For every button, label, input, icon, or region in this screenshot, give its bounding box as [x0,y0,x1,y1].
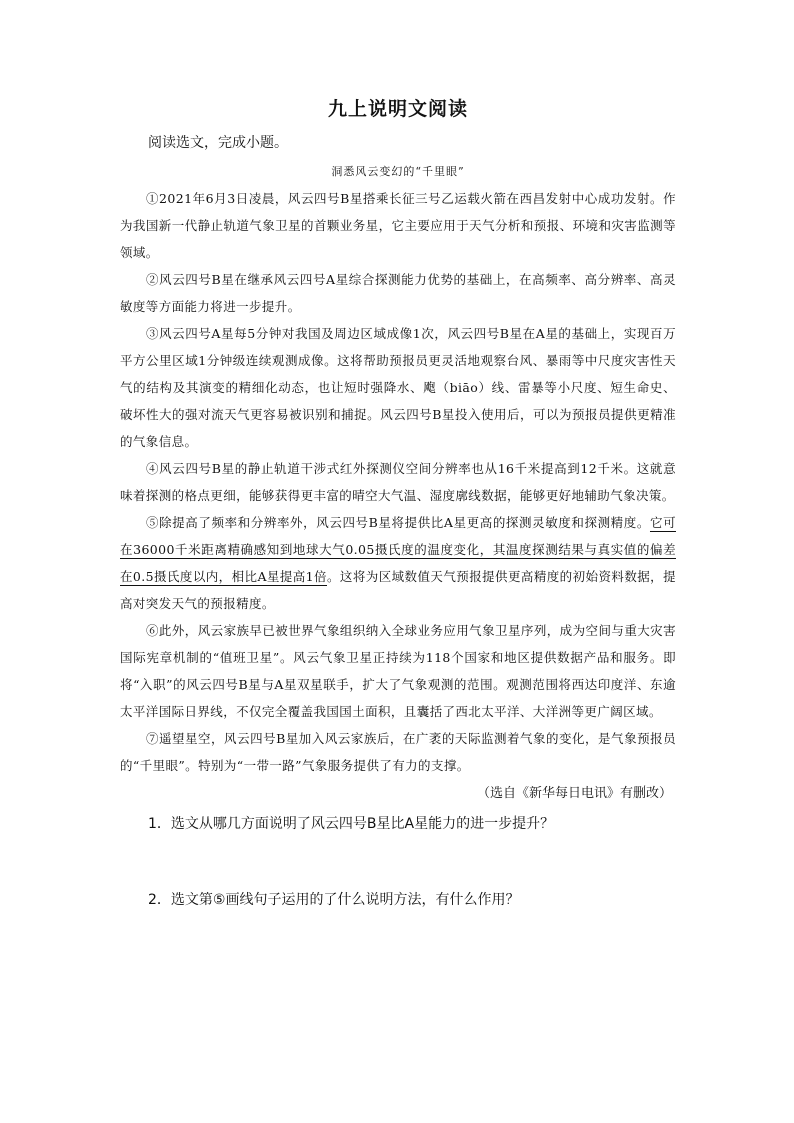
article-body [120,185,676,779]
paragraph-2: ②风云四号B星在继承风云四号A星综合探测能力优势的基础上，在高频率、高分辨率、高灵敏度等方面能力将进一步提升。 [120,272,676,314]
paragraph-7: ⑦遥望星空，风云四号B星加入风云家族后，在广袤的天际监测着气象的变化，是气象预报员的“千里眼”。特别为“一带一路”气象服务提供了有力的支撑。 [120,731,676,773]
paragraph-5-underlined-sentence: 它可在36000千米距离精确感知到地球大气0.05摄氏度的温度变化，其温度探测结果与真实值的偏差在0.5摄氏度以内，相比A星提高1倍 [120,515,676,584]
paragraph-5-end: 。这将为区域数值天气预报提供更高精度的初始资料数据，提高对突发天气的预报精度。 [120,569,676,611]
article-title: 洞悉风云变幻的“千里眼” [331,165,465,178]
document-page [120,95,676,913]
paragraph-4: ④风云四号B星的静止轨道干涉式红外探测仪空间分辨率也从16千米提高到12千米。这就意味着探测的格点更细，能够获得更丰富的晴空大气温、湿度廓线数据，能够更好地辅助气象决策。 [120,461,676,503]
question-1: 1．选文从哪几方面说明了风云四号B星比A星能力的进一步提升？ [148,816,555,832]
paragraph-5 [120,509,676,617]
source-citation: （选自《新华每日电讯》有删改） [476,786,672,801]
page-title: 九上说明文阅读 [327,98,468,120]
paragraph-1: ①2021年6月3日凌晨，风云四号B星搭乘长征三号乙运载火箭在西昌发射中心成功发射。作为我国新一代静止轨道气象卫星的首颗业务星，它主要应用于天气分析和预报、环境和灾害监测等领域。 [120,191,676,260]
question-2: 2．选文第⑤画线句子运用的了什么说明方法，有什么作用？ [148,892,520,908]
paragraph-3: ③风云四号A星每5分钟对我国及周边区域成像1次，风云四号B星在A星的基础上，实现百万平方公里区域1分钟级连续观测成像。这将帮助预报员更灵活地观察台风、暴雨等中尺度灾害性天气的结构及其演变的精细化动态，也让短时强降水、飑（biāo）线、雷暴等小尺度、短生命史、破坏性大的强对流天气更容易被识别和捕捉。风云四号B星投入使用后，可以为预报员提供更精准的气象信息。 [120,326,676,449]
paragraph-6: ⑥此外，风云家族早已被世界气象组织纳入全球业务应用气象卫星序列，成为空间与重大灾害国际宪章机制的“值班卫星”。风云气象卫星正持续为118个国家和地区提供数据产品和服务。即将“入职”的风云四号B星与A星双星联手，扩大了气象观测的范围。观测范围将西达印度洋、东逾太平洋国际日界线，不仅完全覆盖我国国土面积，且囊括了西北太平洋、大洋洲等更广阔区域。 [120,623,676,719]
paragraph-5-start: ⑤除提高了频率和分辨率外，风云四号B星将提供比A星更高的探测灵敏度和探测精度。 [146,515,650,530]
instruction-text: 阅读选文，完成小题。 [148,135,288,151]
